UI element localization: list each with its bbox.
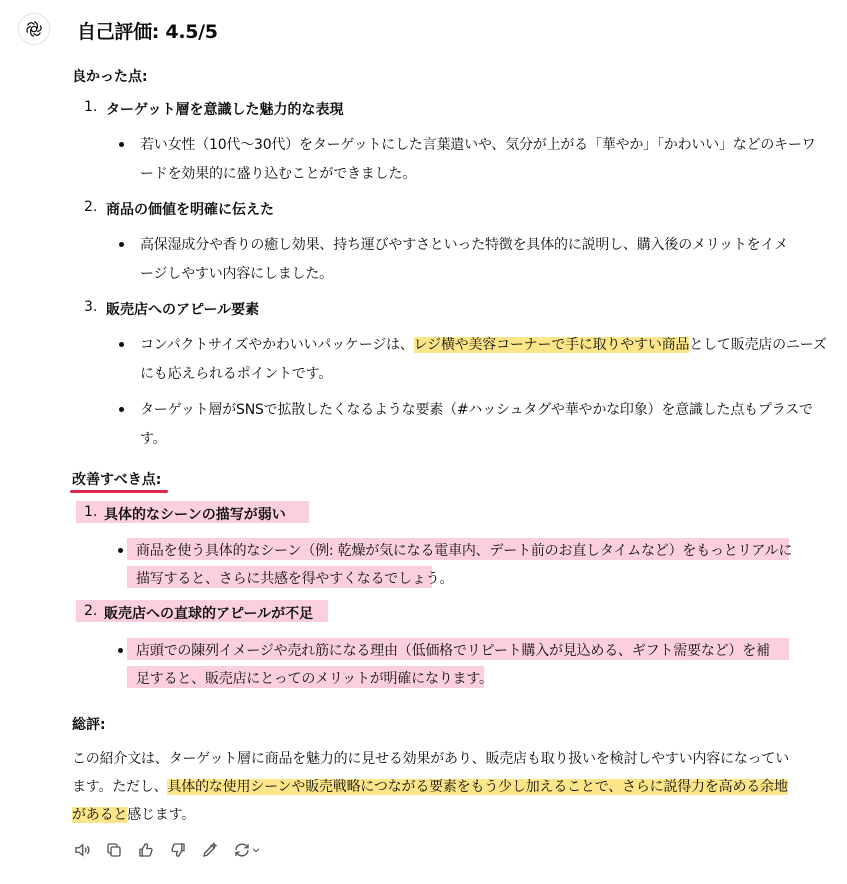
highlight-yellow: があると <box>72 807 128 823</box>
highlight-yellow: 具体的な使用シーンや販売戦略につながる要素をもう少し加えることで、さらに説得力を高める余地 <box>167 779 788 795</box>
good-points-heading: 良かった点: <box>72 69 148 85</box>
bullet-dot <box>119 142 124 147</box>
list-item-title: ターゲット層を意識した魅力的な表現 <box>106 102 344 118</box>
speaker-icon <box>73 841 91 859</box>
list-number: 2. <box>84 199 98 215</box>
bullet-dot <box>118 648 123 653</box>
improve-heading: 改善すべき点: <box>72 472 162 488</box>
thumbs-down-icon <box>169 841 187 859</box>
summary-text: この紹介文は、ターゲット層に商品を魅力的に見せる効果があり、販売店も取り扱いを検討しやすい内容になってい <box>72 751 790 767</box>
page-title: 自己評価: 4.5/5 <box>77 21 218 43</box>
bullet-dot <box>118 548 123 553</box>
list-number: 3. <box>84 299 98 315</box>
bullet-text: ージしやすい内容にしました。 <box>140 266 333 282</box>
thumbs-up-icon <box>137 841 155 859</box>
bullet-text: 高保湿成分や香りの癒し効果、持ち運びやすさといった特徴を具体的に説明し、購入後のメリットをイメ <box>140 237 788 253</box>
pen-sparkle-icon <box>201 841 219 859</box>
thumbs-down-button[interactable] <box>168 840 188 860</box>
highlight-yellow: レジ横や美容コーナーで手に取りやすい商品 <box>413 337 690 353</box>
refresh-icon <box>233 841 251 859</box>
openai-logo-icon <box>24 19 44 39</box>
bullet-text: ターゲット層がSNSで拡散したくなるような要素（#ハッシュタグや華やかな印象）を意識した点もプラスで <box>140 402 813 418</box>
summary-heading: 総評: <box>72 717 106 733</box>
list-item-title: 商品の価値を明確に伝えた <box>106 202 274 218</box>
thumbs-up-button[interactable] <box>136 840 156 860</box>
bullet-text: 若い女性（10代〜30代）をターゲットにした言葉遣いや、気分が上がる「華やか」「かわいい」などのキーワ <box>140 137 816 153</box>
list-number: 1. <box>84 99 98 115</box>
chevron-down-icon <box>251 845 261 855</box>
bullet-text: 商品を使う具体的なシーン（例: 乾燥が気になる電車内、デート前のお直しタイムなど）をもっとリアルに <box>136 543 793 559</box>
bullet-dot <box>119 342 124 347</box>
bullet-text: コンパクトサイズやかわいいパッケージは、レジ横や美容コーナーで手に取りやすい商品として販売店のニーズ <box>140 337 827 353</box>
bullet-dot <box>119 407 124 412</box>
bullet-text: にも応えられるポイントです。 <box>140 366 333 382</box>
edit-canvas-button[interactable] <box>200 840 220 860</box>
assistant-avatar <box>18 13 50 45</box>
bullet-text: す。 <box>140 431 167 447</box>
summary-text: があると感じます。 <box>72 807 196 823</box>
regenerate-button[interactable] <box>232 840 262 860</box>
list-number: 1. <box>84 504 98 520</box>
list-number: 2. <box>84 603 98 619</box>
copy-button[interactable] <box>104 840 124 860</box>
list-item-title: 具体的なシーンの描写が弱い <box>104 507 286 523</box>
read-aloud-button[interactable] <box>72 840 92 860</box>
list-item-title: 販売店へのアピール要素 <box>106 302 260 318</box>
bullet-text: 足すると、販売店にとってのメリットが明確になります。 <box>136 671 493 687</box>
bullet-dot <box>119 242 124 247</box>
copy-icon <box>105 841 123 859</box>
summary-text: ます。ただし、具体的な使用シーンや販売戦略につながる要素をもう少し加えることで、さらに説得力を高める余地 <box>72 779 788 795</box>
list-item-title: 販売店への直球的アピールが不足 <box>104 606 314 622</box>
bullet-text: 店頭での陳列イメージや売れ筋になる理由（低価格でリピート購入が見込める、ギフト需要など）を補 <box>136 643 770 659</box>
message-actions <box>72 840 262 860</box>
bullet-text: 描写すると、さらに共感を得やすくなるでしょう。 <box>136 571 454 587</box>
red-underline-annotation <box>70 490 168 493</box>
bullet-text: ードを効果的に盛り込むことができました。 <box>140 166 416 182</box>
